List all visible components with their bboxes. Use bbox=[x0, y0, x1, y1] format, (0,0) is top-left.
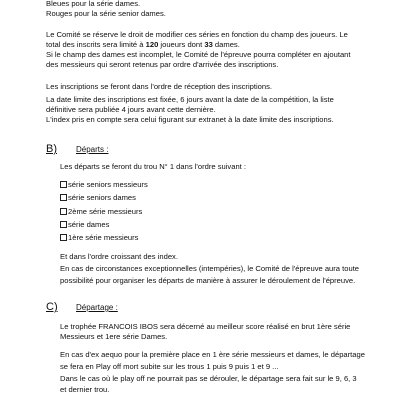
section-b-title: Départs : bbox=[76, 145, 109, 154]
comite-line-3: Si le champ des dames est incomplet, le Comité de l'épreuve pourra compléter en ajoutant bbox=[46, 50, 351, 59]
depart-item bbox=[60, 233, 138, 242]
departage-line-6: et dernier trou. bbox=[60, 385, 110, 394]
depart-item-label: 1ère série messieurs bbox=[68, 233, 139, 242]
departage-line-3: En cas d'ex aequo pour la première place en 1 ère série messieurs et dames, le départage bbox=[60, 350, 365, 359]
inscriptions-line-4: L'index pris en compte sera celui figurant sur extranet à la date limite des inscriptions. bbox=[46, 115, 334, 124]
comite-line-2c: dames. bbox=[214, 40, 240, 49]
comite-line-2 bbox=[46, 40, 240, 49]
comite-line-2a: total des inscrits sera limité à bbox=[46, 40, 144, 49]
departs-after-1: Et dans l'ordre croissant des index. bbox=[60, 252, 178, 261]
depart-item bbox=[60, 207, 142, 216]
depart-item-label: série seniors messieurs bbox=[68, 180, 148, 189]
departage-line-4: se fera en Play off mort subite sur les trous 1 puis 9 puis 1 et 9 ... bbox=[60, 362, 279, 371]
departage-line-1: Le trophée FRANCOIS IBOS sera décerné au meilleur score réalisé en brut 1ère série bbox=[60, 322, 351, 331]
departage-line-5: Dans le cas où le play off ne pourrait pas se dérouler, le départage sera fait sur le 9, 6, 3 bbox=[60, 374, 357, 383]
depart-item bbox=[60, 193, 136, 202]
departage-line-2: Messieurs et 1ere série Dames. bbox=[60, 332, 168, 341]
departs-after-3: possibilité pour organiser les départs de manière à assurer le déroulement de l'épreuve. bbox=[60, 276, 356, 285]
depart-item-label: 2ème série messieurs bbox=[68, 207, 143, 216]
comite-line-2b: joueurs dont bbox=[160, 40, 203, 49]
departs-intro: Les départs se feront du trou N° 1 dans l'ordre suivant : bbox=[60, 162, 246, 171]
inscriptions-line-3: définitive sera publiée 4 jours avant cette dernière. bbox=[46, 105, 216, 114]
depart-item bbox=[60, 220, 109, 229]
intro-line-1: Bleues pour la série dames. bbox=[46, 0, 141, 8]
comite-line-1: Le Comité se réserve le droit de modifier ces séries en fonction du champ des joueurs. Le bbox=[46, 30, 348, 39]
depart-item-label: série seniors dames bbox=[68, 193, 136, 202]
depart-item bbox=[60, 180, 148, 189]
checkbox-icon bbox=[60, 221, 67, 228]
inscriptions-line-1: Les inscriptions se feront dans l'ordre de réception des inscriptions. bbox=[46, 82, 273, 91]
checkbox-icon bbox=[60, 181, 67, 188]
departs-after-2: En cas de circonstances exceptionnelles (intempéries), le Comité de l'épreuve aura toute bbox=[60, 264, 360, 273]
player-limit: 120 bbox=[145, 40, 159, 49]
section-c-letter: C) bbox=[46, 301, 58, 313]
checkbox-icon bbox=[60, 194, 67, 201]
comite-line-4: des messieurs qui seront retenus par ordre d'arrivée des inscriptions. bbox=[46, 60, 279, 69]
checkbox-icon bbox=[60, 208, 67, 215]
intro-line-2: Rouges pour la série senior dames. bbox=[46, 9, 166, 18]
section-b-letter: B) bbox=[46, 143, 57, 155]
checkbox-icon bbox=[60, 234, 67, 241]
dames-count: 33 bbox=[204, 40, 213, 49]
section-c-title: Départage : bbox=[76, 303, 118, 312]
inscriptions-line-2: La date limite des inscriptions est fixée, 6 jours avant la date de la compétition, la liste bbox=[46, 95, 334, 104]
depart-item-label: série dames bbox=[68, 220, 110, 229]
